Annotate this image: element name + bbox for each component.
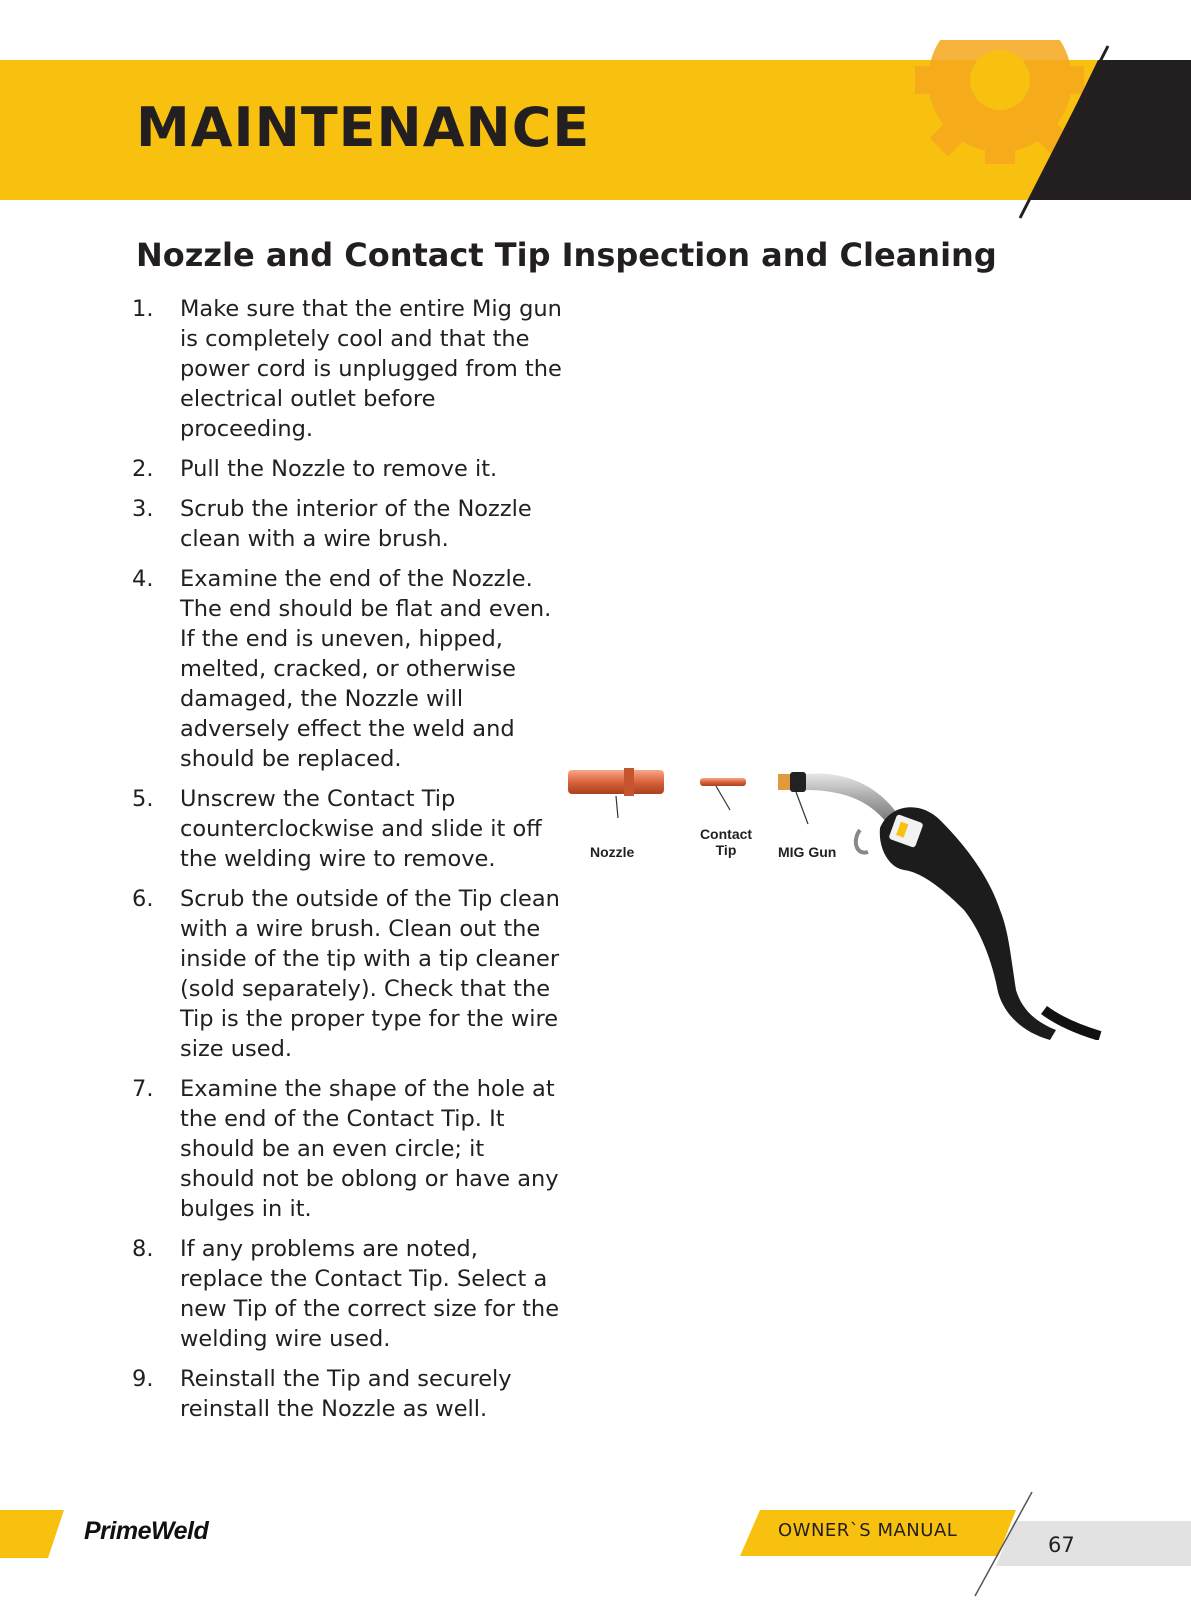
step-item [132,884,562,1064]
footer-page-band [996,1521,1191,1566]
step-item [132,564,562,774]
footer-left-wedge [0,1510,64,1558]
step-number: 6. [132,886,154,912]
step-item [132,454,562,484]
step-text: Examine the shape of the hole at the end of the Contact Tip. It should be an even circle; it should not be oblong or have any bulges in it. [180,1076,559,1222]
step-number: 9. [132,1366,154,1392]
step-item [132,1234,562,1354]
step-item [132,1364,562,1424]
contact-tip-label-line1: Contact [699,826,753,842]
step-text: Examine the end of the Nozzle. The end should be flat and even. If the end is uneven, hipped, melted, cracked, or otherwise damaged, the Nozzle will adversely effect the weld and should be replaced. [180,566,552,772]
nozzle-leader [616,796,618,818]
step-number: 1. [132,296,154,322]
step-item [132,784,562,874]
section-heading: Nozzle and Contact Tip Inspection and Cleaning [136,236,997,274]
step-text: Unscrew the Contact Tip counterclockwise and slide it off the welding wire to remove. [180,786,542,872]
footer-decoration [0,1480,1191,1620]
mig-gun-leader [796,792,808,824]
step-number: 4. [132,566,154,592]
gear-hole [970,50,1030,110]
page-title: MAINTENANCE [136,96,591,159]
contact-tip-label [684,826,768,858]
step-number: 2. [132,456,154,482]
step-item [132,1074,562,1224]
steps-list [132,294,562,1434]
mig-gun-part [778,772,1100,1040]
nozzle-label: Nozzle [590,844,635,860]
step-number: 8. [132,1236,154,1262]
mig-gun-illustration [560,760,1120,1040]
page-number: 67 [1048,1533,1075,1557]
nozzle-part [568,768,664,796]
contact-tip-label-line2: Tip [715,842,737,858]
contact-tip-leader [716,786,730,810]
step-text: Scrub the outside of the Tip clean with a wire brush. Clean out the inside of the tip with a tip cleaner (sold separately). Check that the Tip is the proper type for the wire size used. [180,886,560,1062]
step-number: 5. [132,786,154,812]
step-text: Pull the Nozzle to remove it. [180,456,498,482]
primeweld-logo: PrimeWeld [84,1517,209,1545]
step-number: 7. [132,1076,154,1102]
step-text: Make sure that the entire Mig gun is completely cool and that the power cord is unplugged from the electrical outlet before proceeding. [180,296,562,442]
step-text: Reinstall the Tip and securely reinstall the Nozzle as well. [180,1366,512,1422]
mig-gun-label: MIG Gun [778,844,837,860]
mig-gun-figure [560,760,1120,1040]
contact-tip-part [700,778,746,786]
step-item [132,294,562,444]
step-text: If any problems are noted, replace the Contact Tip. Select a new Tip of the correct size for the welding wire used. [180,1236,560,1352]
step-item [132,494,562,554]
step-number: 3. [132,496,154,522]
step-text: Scrub the interior of the Nozzle clean with a wire brush. [180,496,532,552]
owners-manual-label: OWNER`S MANUAL [778,1520,958,1541]
